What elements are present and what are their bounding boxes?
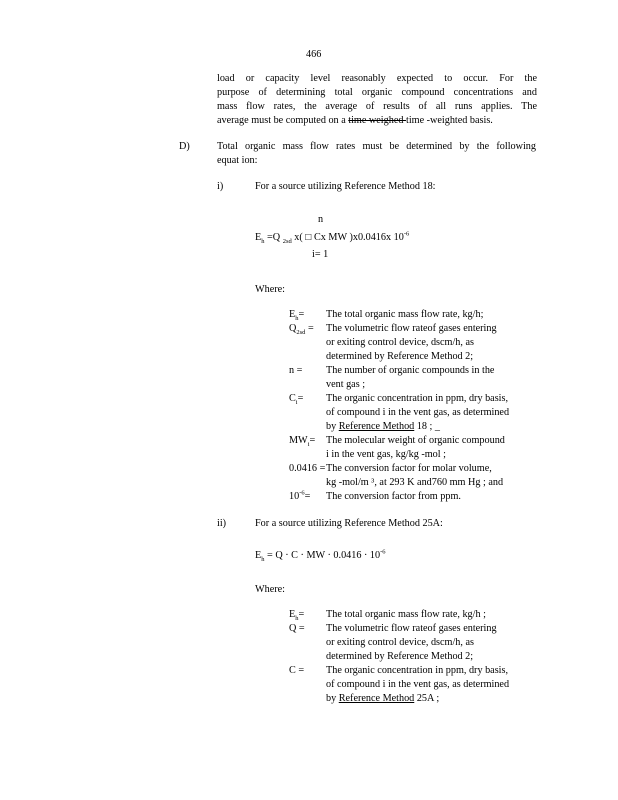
symbol-sub: h — [295, 615, 299, 623]
eq1-h-sub: h — [261, 238, 265, 246]
definition-symbol — [289, 609, 304, 621]
eq2-formula — [255, 550, 386, 562]
eq1-2sd-sub: 2sd — [282, 238, 292, 246]
symbol: E — [289, 609, 296, 620]
symbol: Q — [289, 623, 297, 634]
item-i-where: Where: — [255, 284, 285, 295]
definition-text-line: vent gas ; — [326, 379, 366, 390]
ref-underlined: Reference Method — [338, 693, 415, 704]
eq2-e: E — [255, 550, 262, 561]
intro-line-4 — [217, 115, 493, 127]
intro-line-4-pre: average must be computed on a — [217, 115, 349, 126]
item-ii-label: ii) — [217, 518, 227, 529]
definition-symbol — [289, 463, 325, 475]
ref-post: 18 ; _ — [414, 421, 441, 432]
symbol-sep: = — [298, 309, 305, 320]
definition-text-line: of compound i in the vent gas, as determined — [326, 407, 510, 418]
symbol: Q — [289, 323, 297, 334]
symbol: C — [289, 393, 296, 404]
definition-text-line — [326, 421, 440, 433]
definition-symbol — [289, 491, 310, 503]
eq2-body: = Q · C · MW · 0.0416 · 10 — [264, 550, 381, 561]
item-i-label: i) — [217, 181, 224, 192]
symbol-sub: 2sd — [296, 329, 306, 337]
eq2-h-sub: h — [261, 556, 265, 564]
eq1-mid1: =Q — [264, 232, 283, 243]
symbol: n — [289, 365, 295, 376]
definition-text-line: kg -mol/m ³, at 293 K and760 mm Hg ; and — [326, 477, 504, 488]
symbol-sep: = — [295, 665, 305, 676]
symbol-sep: = — [309, 435, 316, 446]
eq1-summation-lower: i= 1 — [312, 249, 329, 260]
item-i-text: For a source utilizing Reference Method 18: — [255, 181, 436, 192]
section-d-line-2: equat ion: — [217, 155, 258, 166]
definition-text-line: or exiting control device, dscm/h, as — [326, 637, 474, 648]
eq2-exp: -6 — [380, 548, 386, 556]
section-d-label: D) — [179, 141, 190, 152]
symbol: MW — [289, 435, 308, 446]
definition-text-line: determined by Reference Method 2; — [326, 351, 474, 362]
definition-text-line: i in the vent gas, kg/kg -mol ; — [326, 449, 446, 460]
intro-line-4-strikethrough: time weighed — [348, 115, 406, 126]
symbol-sep: = — [294, 365, 303, 376]
symbol-sub: i — [295, 399, 298, 407]
definition-text-line: of compound i in the vent gas, as determined — [326, 679, 510, 690]
symbol-sep: = — [305, 323, 314, 334]
definition-text-line: The number of organic compounds in the — [326, 365, 495, 376]
symbol-sup: -6 — [299, 489, 305, 497]
definition-symbol — [289, 435, 315, 447]
symbol-sep: = — [296, 623, 305, 634]
ref-post: 25A ; — [414, 693, 440, 704]
symbol-sep: = — [304, 491, 311, 502]
intro-line-3: mass flow rates, the average of results of all runs applies. The — [217, 101, 537, 112]
definition-text-line: The organic concentration in ppm, dry basis, — [326, 393, 509, 404]
intro-line-1: load or capacity level reasonably expected to occur. For the — [217, 73, 537, 84]
symbol: E — [289, 309, 296, 320]
eq1-e: E — [255, 232, 262, 243]
symbol: C — [289, 665, 296, 676]
definition-text-line: The volumetric flow rateof gases entering — [326, 623, 497, 634]
symbol-sep: = — [298, 609, 305, 620]
ref-underlined: Reference Method — [338, 421, 415, 432]
symbol-sub: i — [307, 441, 310, 449]
definition-symbol — [289, 323, 314, 335]
symbol: 0.0416 — [289, 463, 318, 474]
definition-text-line: The molecular weight of organic compound — [326, 435, 505, 446]
eq1-summation-upper: n — [318, 214, 324, 225]
definition-text-line: The total organic mass flow rate, kg/h; — [326, 309, 484, 320]
symbol-sep: = — [297, 393, 304, 404]
ref-pre: by — [326, 693, 339, 704]
item-ii-text: For a source utilizing Reference Method 25A: — [255, 518, 443, 529]
section-d-line-1: Total organic mass flow rates must be determined by the following — [217, 141, 536, 152]
definition-symbol — [289, 365, 302, 377]
page-number: 466 — [306, 49, 322, 60]
eq1-formula — [255, 232, 409, 244]
symbol: 10 — [289, 491, 300, 502]
definition-text-line: The volumetric flow rateof gases entering — [326, 323, 497, 334]
ref-pre: by — [326, 421, 339, 432]
definition-text-line: or exiting control device, dscm/h, as — [326, 337, 474, 348]
eq1-exp: -6 — [403, 230, 410, 238]
definition-symbol — [289, 309, 304, 321]
intro-line-4-post: time -weighted basis. — [405, 115, 493, 126]
definition-text-line: The conversion factor for molar volume, — [326, 463, 492, 474]
definition-text-line — [326, 693, 439, 705]
item-ii-where: Where: — [255, 584, 285, 595]
definition-symbol — [289, 393, 303, 405]
intro-line-2: purpose of determining total organic compound concentrations and — [217, 87, 537, 98]
definition-text-line: The organic concentration in ppm, dry basis, — [326, 665, 509, 676]
definition-text-line: The conversion factor from ppm. — [326, 491, 461, 502]
definition-text-line: The total organic mass flow rate, kg/h ; — [326, 609, 486, 620]
symbol-sub: h — [295, 315, 299, 323]
definition-text-line: determined by Reference Method 2; — [326, 651, 474, 662]
eq1-mid2: x( □ Cx MW )x0.0416x 10 — [291, 232, 404, 243]
symbol-sep: = — [317, 463, 326, 474]
definition-symbol — [289, 623, 305, 635]
definition-symbol — [289, 665, 304, 677]
